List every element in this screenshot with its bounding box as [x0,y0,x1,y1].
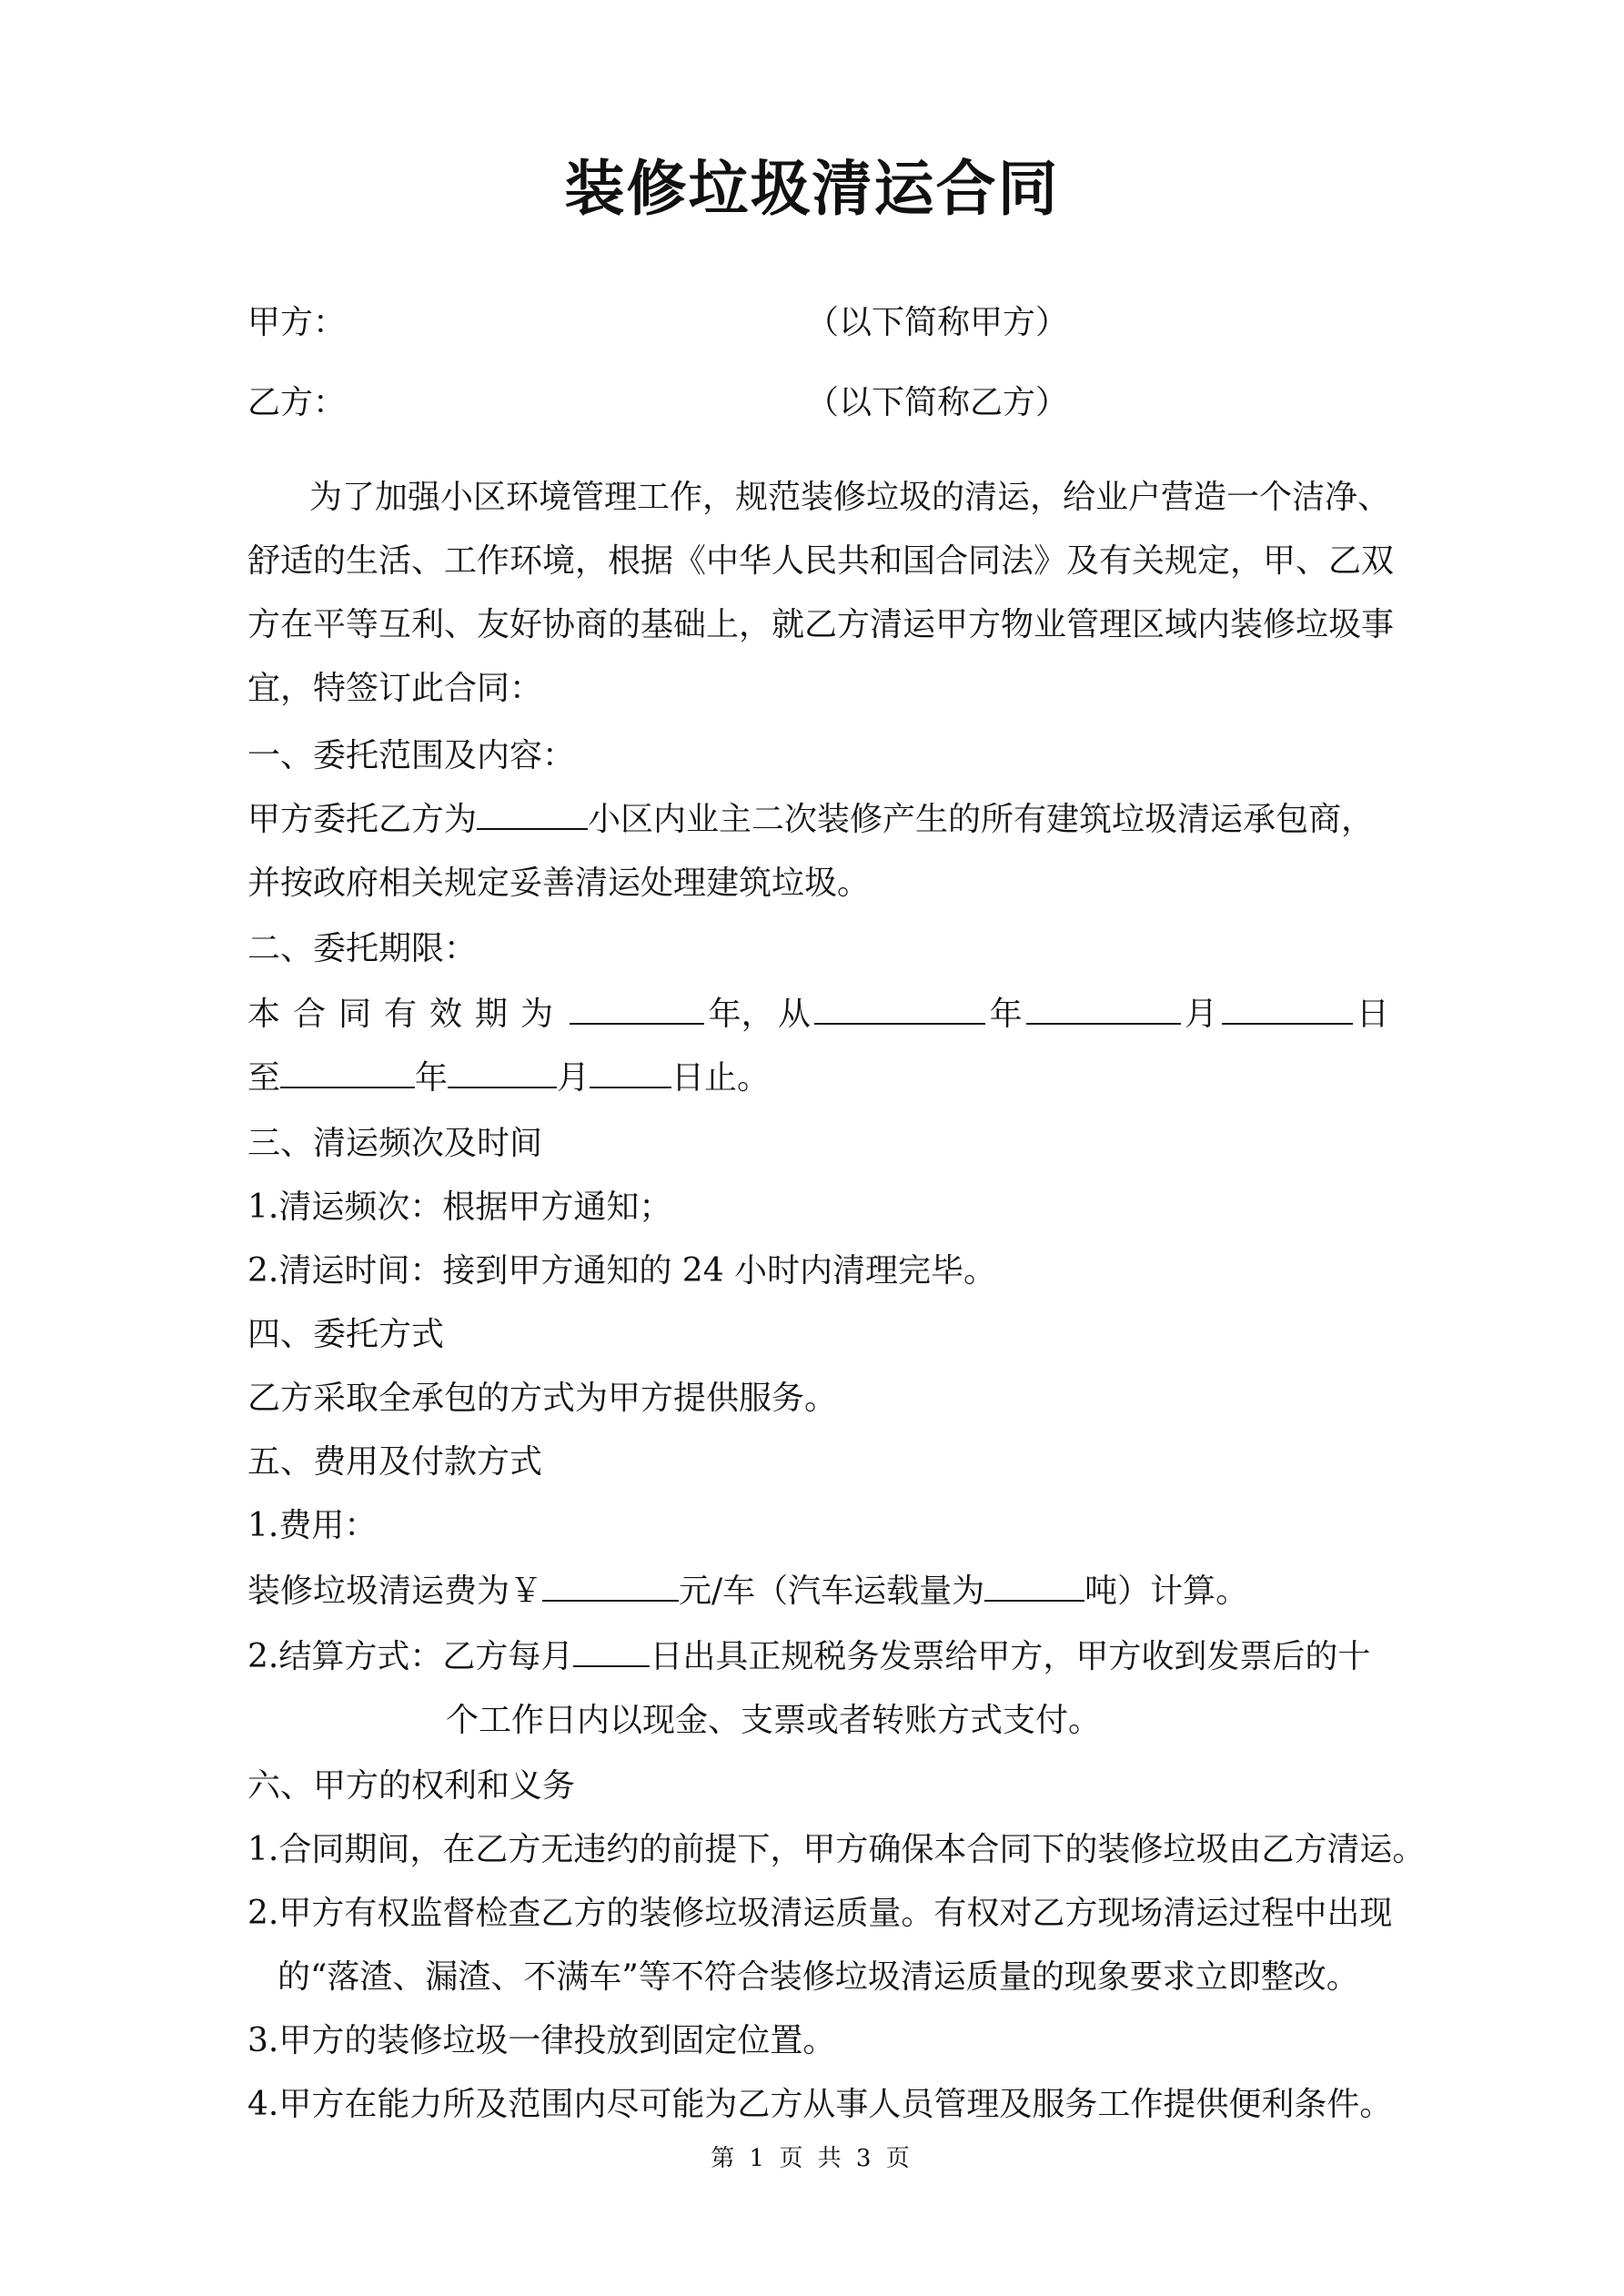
settlement-line-cont: 个工作日内以现金、支票或者转账方式支付。 [446,1702,1102,1739]
start-month-blank[interactable] [1026,996,1181,1025]
section-4-heading: 四、委托方式 [247,1316,445,1353]
start-year-unit: 年 [989,996,1023,1033]
settlement-text-a: 2.结算方式：乙方每月 [247,1638,574,1675]
settlement-text-b: 日出具正规税务发票给甲方，甲方收到发票后的十 [650,1638,1371,1675]
intro-line-4: 宜，特签订此合同： [247,670,543,707]
end-month-blank[interactable] [448,1059,557,1088]
fee-amount-blank[interactable] [542,1573,679,1602]
term-years-blank[interactable] [570,996,704,1025]
end-year-unit: 年 [415,1059,449,1097]
settlement-line [247,1634,1370,1680]
fee-text-b: 元/车（汽车运载量为 [679,1573,985,1610]
section-6-item-1: 1.合同期间，在乙方无违约的前提下，甲方确保本合同下的装修垃圾由乙方清运。 [247,1831,1426,1868]
fee-line [247,1569,1248,1614]
section-4-line: 乙方采取全承包的方式为甲方提供服务。 [247,1380,838,1417]
start-year-blank[interactable] [814,996,985,1025]
party-b-note: （以下简称乙方） [806,384,1069,421]
intro-line-3: 方在平等互利、友好协商的基础上，就乙方清运甲方物业管理区域内装修垃圾事 [247,606,1395,643]
section-1-text-a: 甲方委托乙方为 [247,801,478,838]
party-b-label: 乙方： [247,384,347,421]
start-month-unit: 月 [1185,996,1218,1033]
term-year-unit: 年， [708,996,774,1033]
section-6-item-2-cont: 的“落渣、漏渣、不满车”等不符合装修垃圾清运质量的现象要求立即整改。 [277,1958,1359,1996]
party-a-label: 甲方： [247,304,347,341]
start-day-unit: 日 [1356,996,1389,1033]
section-5-item-1: 1.费用： [247,1507,378,1544]
intro-line-1: 为了加强小区环境管理工作，规范装修垃圾的清运，给业户营造一个洁净、 [309,479,1391,516]
settlement-day-blank[interactable] [573,1638,650,1667]
section-6-item-2: 2.甲方有权监督检查乙方的装修垃圾清运质量。有权对乙方现场清运过程中出现 [247,1895,1393,1932]
section-1-line-2: 并按政府相关规定妥善清运处理建筑垃圾。 [247,865,871,902]
community-name-blank[interactable] [477,801,588,830]
start-day-blank[interactable] [1222,996,1353,1025]
section-3-heading: 三、清运频次及时间 [247,1125,543,1162]
party-a-note: （以下简称甲方） [806,304,1069,341]
section-6-item-4: 4.甲方在能力所及范围内尽可能为乙方从事人员管理及服务工作提供便利条件。 [247,2086,1393,2123]
intro-line-2: 舒适的生活、工作环境，根据《中华人民共和国合同法》及有关规定，甲、乙双 [247,542,1395,580]
section-6-item-3: 3.甲方的装修垃圾一律投放到固定位置。 [247,2022,836,2059]
end-year-blank[interactable] [280,1059,415,1088]
end-day-blank[interactable] [590,1059,671,1088]
term-label: 本合同有效期为 [247,996,567,1033]
section-6-heading: 六、甲方的权利和义务 [247,1767,576,1805]
section-2-line-1 [247,992,1389,1037]
section-3-item-2: 2.清运时间：接到甲方通知的 24 小时内清理完毕。 [247,1252,997,1290]
section-2-heading: 二、委托期限： [247,930,478,967]
to-label: 至 [247,1059,281,1097]
end-month-unit: 月 [557,1059,590,1097]
document-title: 装修垃圾清运合同 [564,154,1060,224]
section-3-item-1: 1.清运频次：根据甲方通知； [247,1188,672,1226]
fee-text-a: 装修垃圾清运费为￥ [247,1573,543,1610]
load-tons-blank[interactable] [984,1573,1084,1602]
from-label: 从 [777,996,811,1033]
end-day-unit: 日止。 [671,1059,771,1097]
section-5-heading: 五、费用及付款方式 [247,1443,543,1481]
section-1-text-b: 小区内业主二次装修产生的所有建筑垃圾清运承包商， [588,801,1375,838]
page-footer: 第 1 页 共 3 页 [711,2145,913,2172]
section-2-line-2 [247,1056,770,1101]
section-1-heading: 一、委托范围及内容： [247,737,576,774]
fee-text-c: 吨）计算。 [1084,1573,1249,1610]
section-1-line-1 [247,797,1374,843]
